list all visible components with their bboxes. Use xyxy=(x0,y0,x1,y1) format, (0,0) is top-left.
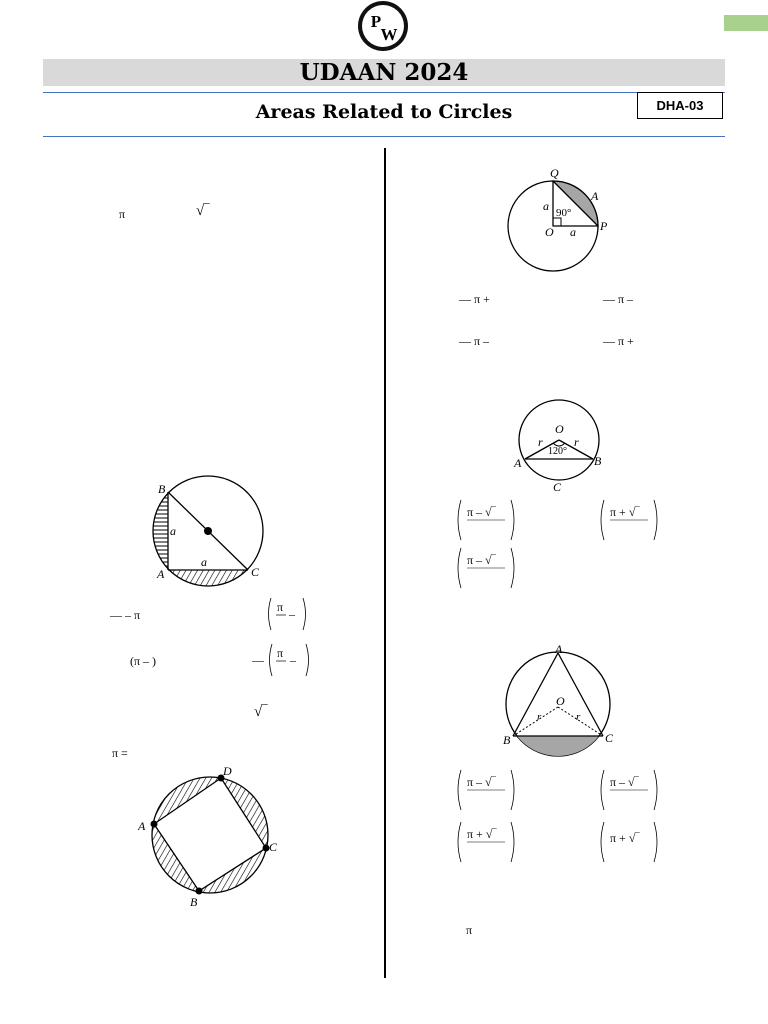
left-frag-sqrt: √‾ xyxy=(196,203,210,219)
fig1-label-c: C xyxy=(251,565,260,579)
left-option-c: (π – ) xyxy=(130,654,157,668)
figure-equilateral-triangle-circle xyxy=(500,640,622,768)
fig3-side-a1: a xyxy=(543,199,549,213)
q1-option-b: — π – xyxy=(603,292,634,306)
fig3-label-o: O xyxy=(545,225,554,239)
figure-circle-inscribed-square xyxy=(135,760,285,910)
title-bar xyxy=(43,59,725,86)
fig5-label-o: O xyxy=(556,694,565,708)
q1-option-c: — π – xyxy=(459,334,490,348)
right-frag-pi: π xyxy=(466,923,473,937)
q1-option-a: — π + xyxy=(459,292,490,306)
left-option-b xyxy=(265,596,309,632)
q3-option-c-text: π + √‾ xyxy=(467,827,497,841)
fig5-radius-r2: r xyxy=(576,711,581,723)
q3-option-d-text: π + √‾ xyxy=(610,831,640,845)
q2-option-b-text: π + √‾ xyxy=(610,505,640,519)
left-option-a: — – π xyxy=(110,608,141,622)
fig5-label-b: B xyxy=(503,733,511,747)
fig3-label-p: P xyxy=(600,219,608,233)
left-option-d-minus: – xyxy=(290,653,296,667)
fig4-radius-r2: r xyxy=(574,435,579,449)
fig3-label-a: A xyxy=(591,189,599,203)
left-option-d-dash: — xyxy=(252,653,264,667)
fig3-side-a2: a xyxy=(570,225,576,239)
fig1-side-a1: a xyxy=(170,524,176,538)
left-pi-equals: π = xyxy=(112,746,128,760)
fig2-label-a: A xyxy=(138,819,146,833)
q3-option-a-text: π – √‾ xyxy=(467,775,496,789)
left-frag2-sqrt: √‾ xyxy=(254,704,268,720)
fig1-label-b: B xyxy=(158,482,166,496)
fig1-side-a2: a xyxy=(201,555,207,569)
page-title: UDAAN 2024 xyxy=(299,59,469,86)
topic-title: Areas Related to Circles xyxy=(255,101,513,123)
svg-text:W: W xyxy=(380,25,398,44)
q2-option-c-text: π – √‾ xyxy=(467,553,496,567)
fig1-label-a: A xyxy=(157,567,165,581)
title-rule-bottom xyxy=(43,136,725,137)
left-option-b-pi: π xyxy=(277,600,284,614)
q3-option-b-text: π – √‾ xyxy=(610,775,639,789)
figure-circle-120-sector xyxy=(510,392,612,494)
corner-tab xyxy=(724,15,768,31)
left-option-d xyxy=(250,642,312,678)
fig4-label-o: O xyxy=(555,422,564,436)
column-divider xyxy=(384,148,386,978)
q3-option-a xyxy=(455,768,517,812)
q2-option-c xyxy=(455,546,517,590)
fig2-label-d: D xyxy=(223,764,232,778)
pw-logo-icon xyxy=(357,0,409,52)
q3-option-d xyxy=(598,820,660,864)
q3-option-b xyxy=(598,768,660,812)
fig5-radius-r1: r xyxy=(537,711,542,723)
fig4-radius-r1: r xyxy=(538,435,543,449)
svg-text:P: P xyxy=(370,12,382,31)
q3-option-c xyxy=(455,820,517,864)
fig2-label-c: C xyxy=(269,840,278,854)
fig3-label-q: Q xyxy=(550,166,559,180)
left-option-d-pi: π xyxy=(277,646,284,660)
sheet-code: DHA-03 xyxy=(637,92,723,119)
fig3-angle: 90° xyxy=(556,207,572,219)
q1-option-d: — π + xyxy=(603,334,634,348)
title-rule-top xyxy=(43,92,725,93)
fig4-angle: 120° xyxy=(548,446,567,457)
q2-option-a-text: π – √‾ xyxy=(467,505,496,519)
figure-circle-right-triangle xyxy=(150,472,270,592)
fig4-label-b: B xyxy=(594,454,602,468)
fig2-label-b: B xyxy=(190,895,198,909)
q2-option-a xyxy=(455,498,517,542)
fig4-label-a: A xyxy=(514,456,522,470)
figure-quadrant-segment xyxy=(505,163,617,275)
fig4-label-c: C xyxy=(553,480,562,494)
q2-option-b xyxy=(598,498,660,542)
fig5-label-a: A xyxy=(555,642,563,656)
left-option-b-minus: – xyxy=(289,607,295,621)
left-frag-pi: π xyxy=(119,207,126,221)
fig5-label-c: C xyxy=(605,731,614,745)
